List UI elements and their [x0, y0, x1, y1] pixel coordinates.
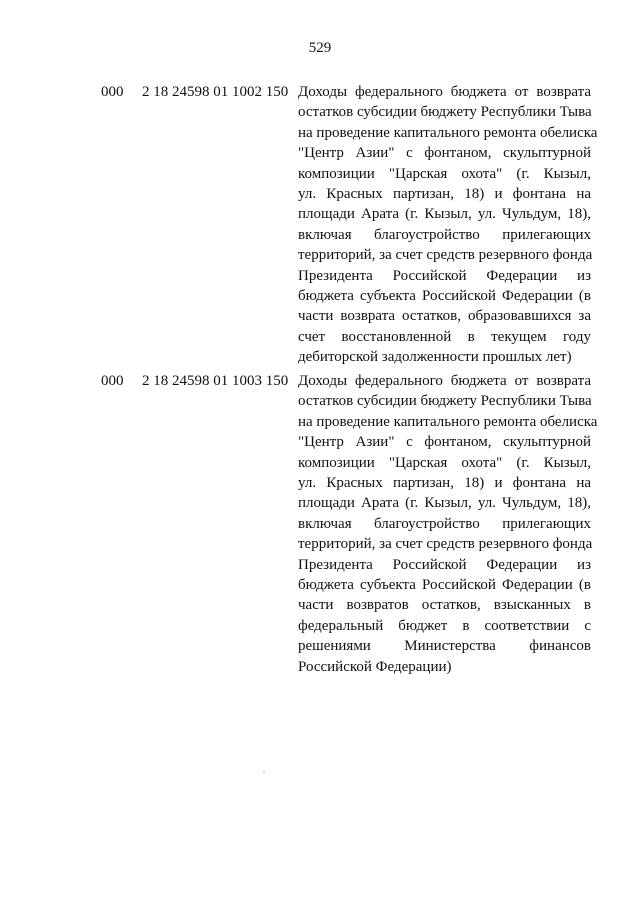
description-line: решениями Министерства финансов: [298, 638, 591, 655]
description-line: на проведение капитального ремонта обелиска: [298, 124, 598, 141]
description-line: части возврата остатков, образовавшихся за: [298, 308, 591, 325]
description-line: "Центр Азии" с фонтаном, скульптурной: [298, 145, 591, 162]
budget-classification-code: 2 18 24598 01 1003 150: [142, 373, 289, 389]
description-line: включая благоустройство прилегающих: [298, 515, 591, 532]
description-line: федеральный бюджет в соответствии с: [298, 617, 591, 634]
description-line: Доходы федерального бюджета от возврата: [298, 84, 591, 100]
admin-code: 000: [101, 373, 124, 389]
description-line: бюджета субъекта Российской Федерации (в: [298, 288, 591, 305]
description-line: площади Арата (г. Кызыл, ул. Чульдум, 18),: [298, 495, 591, 512]
description-line: "Центр Азии" с фонтаном, скульптурной: [298, 434, 591, 451]
description-line: части возвратов остатков, взысканных в: [298, 597, 591, 614]
description-line: остатков субсидии бюджету Республики Тыва: [298, 104, 592, 121]
description-line: бюджета субъекта Российской Федерации (в: [298, 577, 591, 594]
description-line: счет восстановленной в текущем году: [298, 328, 591, 345]
description-line: ул. Красных партизан, 18) и фонтана на: [298, 186, 591, 203]
description-line: площади Арата (г. Кызыл, ул. Чульдум, 18),: [298, 206, 591, 223]
description-line: Президента Российской Федерации из: [298, 267, 591, 284]
description-line: территорий, за счет средств резервного фонда: [298, 247, 593, 264]
description-line: композиции "Царская охота" (г. Кызыл,: [298, 454, 591, 471]
description-line: остатков субсидии бюджету Республики Тыва: [298, 393, 592, 410]
description-line: Доходы федерального бюджета от возврата: [298, 373, 591, 389]
description-line: композиции "Царская охота" (г. Кызыл,: [298, 165, 591, 182]
page-number: 529: [308, 40, 332, 56]
entry-description: [298, 82, 598, 368]
admin-code: 000: [101, 84, 124, 100]
description-line: на проведение капитального ремонта обелиска: [298, 413, 598, 430]
description-line: включая благоустройство прилегающих: [298, 226, 591, 243]
description-line: дебиторской задолженности прошлых лет): [298, 349, 572, 366]
scan-speck: [263, 771, 265, 773]
description-line: Российской Федерации): [298, 658, 452, 675]
description-line: территорий, за счет средств резервного фонда: [298, 536, 593, 553]
description-line: Президента Российской Федерации из: [298, 556, 591, 573]
entry-description: [298, 371, 598, 677]
budget-classification-code: 2 18 24598 01 1002 150: [142, 84, 289, 100]
description-line: ул. Красных партизан, 18) и фонтана на: [298, 475, 591, 492]
